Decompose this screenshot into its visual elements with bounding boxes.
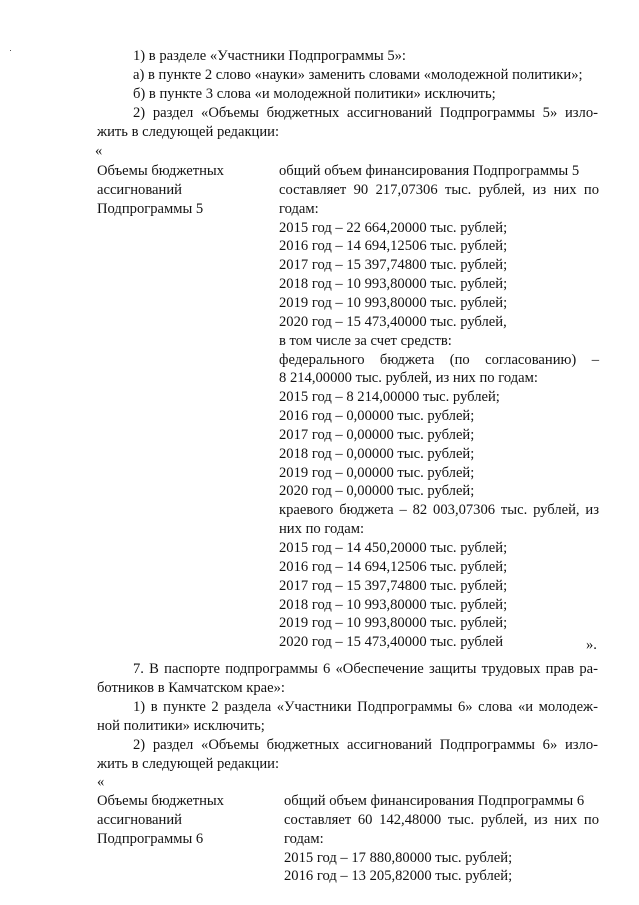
table5-right-line: 2019 год – 10 993,80000 тыс. рублей; [279, 294, 508, 311]
table5-left-line: Подпрограммы 5 [97, 200, 204, 217]
section7-line-4: ной политики» исключить; [97, 718, 265, 734]
table5-right-line: 2020 год – 0,00000 тыс. рублей; [279, 483, 475, 500]
table5-right-line: 2016 год – 14 694,12506 тыс. рублей; [279, 558, 508, 575]
table5-right-line: 2020 год – 15 473,40000 тыс. рублей [279, 634, 504, 651]
table5-left-line: ассигнований [97, 181, 182, 198]
table6-left-line: ассигнований [97, 811, 182, 828]
table5-right-line: 2015 год – 22 664,20000 тыс. рублей; [279, 219, 508, 236]
table5-right-line: годам: [279, 200, 319, 217]
table6-left-line: Подпрограммы 6 [97, 830, 204, 847]
table5-right-line: федерального бюджета (по согласованию) – [279, 351, 599, 368]
table5-right-line: них по годам: [279, 521, 365, 538]
section7-line-2: ботников в Камчатском крае»: [97, 680, 285, 696]
section7-line-1: 7. В паспорте подпрограммы 6 «Обеспечение защиты трудовых прав ра- [133, 661, 598, 677]
section7-line-5: 2) раздел «Объемы бюджетных ассигнований Подпрограммы 6» изло- [133, 737, 598, 753]
section7-line-3: 1) в пункте 2 раздела «Участники Подпрограммы 6» слова «и молодеж- [133, 699, 598, 715]
table5-right-line: 2019 год – 10 993,80000 тыс. рублей; [279, 615, 508, 632]
intro-line-4: 2) раздел «Объемы бюджетных ассигнований Подпрограммы 5» изло- [133, 105, 598, 121]
open-quote-1: « [95, 143, 103, 159]
section7-line-6: жить в следующей редакции: [97, 756, 280, 772]
table5-right-line: 2017 год – 15 397,74800 тыс. рублей; [279, 257, 508, 274]
table5-right-line: в том числе за счет средств: [279, 332, 452, 349]
intro-line-3: б) в пункте 3 слова «и молодежной политики» исключить; [133, 86, 496, 102]
table5-right-line: 2020 год – 15 473,40000 тыс. рублей, [279, 313, 507, 330]
table5-right-line: 2019 год – 0,00000 тыс. рублей; [279, 464, 475, 481]
table5-right-line: 8 214,00000 тыс. рублей, из них по годам: [279, 370, 538, 387]
table5-right-line: 2018 год – 10 993,80000 тыс. рублей; [279, 276, 508, 293]
table6-right-line: годам: [284, 830, 324, 847]
table5-left-line: Объемы бюджетных [97, 163, 224, 179]
table5-right-line: общий объем финансирования Подпрограммы 5 [279, 163, 580, 179]
open-quote-2: « [97, 774, 105, 790]
table5-right-line: 2015 год – 14 450,20000 тыс. рублей; [279, 540, 508, 556]
intro-line-1: 1) в разделе «Участники Подпрограммы 5»: [133, 48, 406, 64]
table5-right-line: 2017 год – 0,00000 тыс. рублей; [279, 426, 475, 443]
table5-right-line: 2015 год – 8 214,00000 тыс. рублей; [279, 389, 500, 406]
table6-right-line: 2016 год – 13 205,82000 тыс. рублей; [284, 868, 513, 885]
scan-speck [10, 50, 11, 51]
table5-right-line: 2016 год – 0,00000 тыс. рублей; [279, 408, 475, 425]
table5-right-line: краевого бюджета – 82 003,07306 тыс. рублей, из [279, 502, 599, 519]
table6-right-line: 2015 год – 17 880,80000 тыс. рублей; [284, 849, 513, 866]
table5-right-line: 2016 год – 14 694,12506 тыс. рублей; [279, 238, 508, 255]
intro-line-2: а) в пункте 2 слово «науки» заменить словами «молодежной политики»; [133, 67, 583, 83]
intro-line-5: жить в следующей редакции: [97, 124, 280, 140]
close-quote-1: ». [586, 637, 597, 653]
table5-right-line: 2018 год – 0,00000 тыс. рублей; [279, 445, 475, 462]
table6-right-line: составляет 60 142,48000 тыс. рублей, из них по [284, 811, 599, 828]
table5-right-line: составляет 90 217,07306 тыс. рублей, из них по [279, 181, 599, 198]
table6-left-line: Объемы бюджетных [97, 793, 224, 809]
table5-right-line: 2018 год – 10 993,80000 тыс. рублей; [279, 596, 508, 613]
table5-right-line: 2017 год – 15 397,74800 тыс. рублей; [279, 577, 508, 594]
table6-right-line: общий объем финансирования Подпрограммы 6 [284, 793, 585, 809]
